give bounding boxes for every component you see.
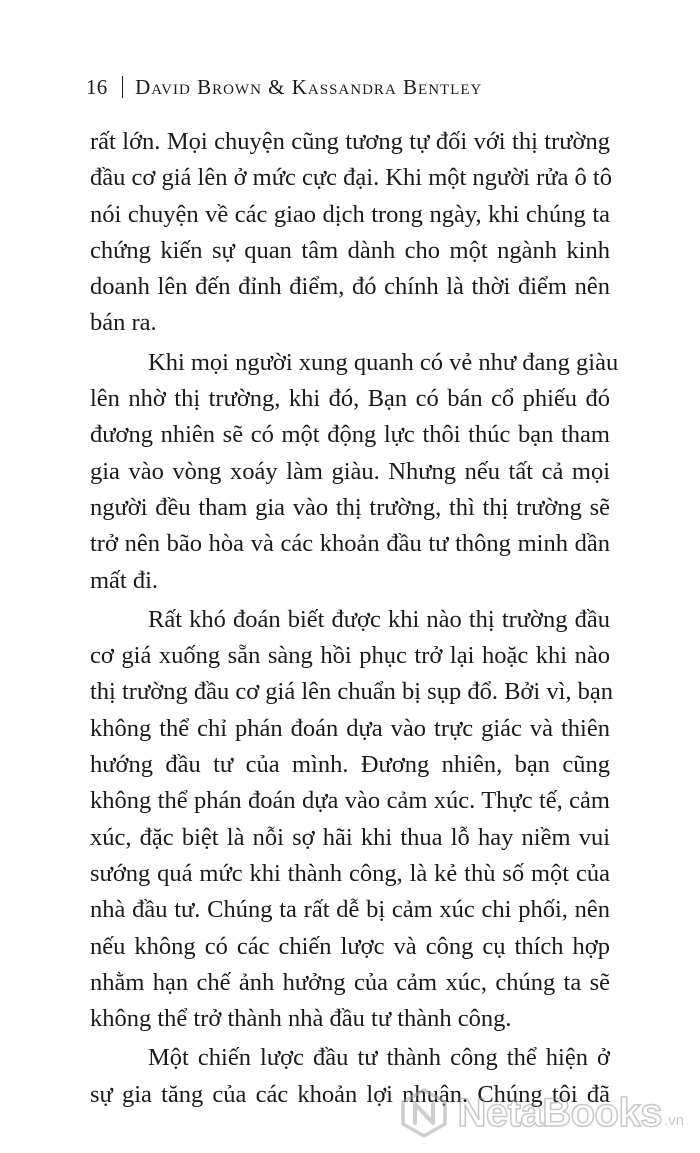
text-line: Một chiến lược đầu tư thành công thể hiện ở: [148, 1044, 610, 1072]
text-line: bán ra.: [90, 309, 157, 337]
text-line: Rất khó đoán biết được khi nào thị trường đầu: [148, 605, 610, 633]
header-separator: [122, 76, 124, 98]
watermark: [398, 1087, 684, 1139]
text-line: nhằm hạn chế ảnh hưởng của cảm xúc, chúng ta sẽ: [90, 968, 610, 996]
text-line: không thể chỉ phán đoán dựa vào trực giác và thiên: [90, 714, 610, 742]
netabooks-logo-icon: [398, 1087, 450, 1139]
paragraph: [90, 602, 614, 1038]
text-line: trở nên bão hòa và các khoản đầu tư thông minh dần: [90, 530, 610, 558]
text-line: sướng quá mức khi thành công, là kẻ thù số một của: [90, 859, 610, 887]
text-line: lên nhờ thị trường, khi đó, Bạn có bán cổ phiếu đó: [90, 385, 610, 413]
text-line: Khi mọi người xung quanh có vẻ như đang giàu: [148, 348, 619, 376]
text-line: rất lớn. Mọi chuyện cũng tương tự đối với thị trường: [90, 128, 610, 155]
text-line: nói chuyện về các giao dịch trong ngày, khi chúng ta: [90, 200, 610, 228]
text-line: không thể phán đoán dựa vào cảm xúc. Thực tế, cảm: [90, 787, 610, 815]
paragraph: [90, 124, 610, 342]
text-line: đầu cơ giá lên ở mức cực đại. Khi một người rửa ô tô: [90, 164, 612, 192]
text-line: người đều tham gia vào thị trường, thì thị trường sẽ: [90, 493, 610, 521]
page-number: 16: [86, 74, 108, 99]
text-line: thị trường đầu cơ giá lên chuẩn bị sụp đổ. Bởi vì, bạn: [90, 678, 614, 706]
text-line: không thể trở thành nhà đầu tư thành công.: [90, 1005, 512, 1033]
running-head: [86, 72, 482, 102]
text-line: chứng kiến sự quan tâm dành cho một ngành kinh: [90, 236, 610, 264]
header-authors: David Brown & Kassandra Bentley: [135, 74, 483, 99]
text-line: nếu không có các chiến lược và công cụ thích hợp: [90, 932, 610, 960]
text-line: cơ giá xuống sẵn sàng hồi phục trở lại hoặc khi nào: [90, 642, 610, 670]
text-line: mất đi.: [90, 566, 159, 594]
text-line: doanh lên đến đỉnh điểm, đó chính là thời điểm nên: [90, 273, 610, 301]
text-line: gia vào vòng xoáy làm giàu. Nhưng nếu tất cả mọi: [90, 457, 610, 485]
text-line: sự gia tăng của các khoản lợi nhuận. Chúng tôi đã: [90, 1080, 610, 1108]
watermark-tld: .vn: [663, 1112, 684, 1129]
paragraph: [90, 345, 619, 599]
text-line: xúc, đặc biệt là nỗi sợ hãi khi thua lỗ hay niềm vui: [90, 823, 610, 851]
text-line: đương nhiên sẽ có một động lực thôi thúc bạn tham: [90, 421, 610, 449]
body-text: [90, 124, 619, 1113]
watermark-brand: NetaBooks: [457, 1090, 662, 1135]
text-line: hướng đầu tư của mình. Đương nhiên, bạn cũng: [90, 751, 610, 779]
text-line: nhà đầu tư. Chúng ta rất dễ bị cảm xúc chi phối, nên: [90, 896, 610, 924]
